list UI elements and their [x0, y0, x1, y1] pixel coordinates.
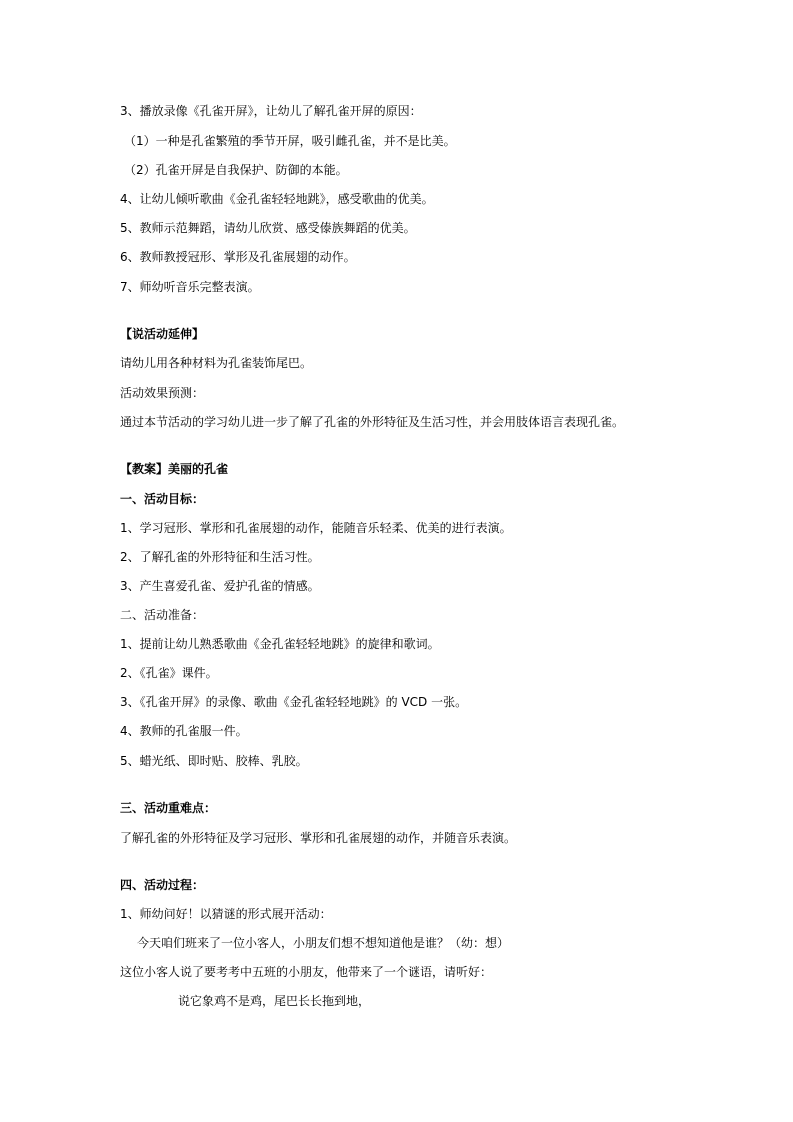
section-heading-goals: 一、活动目标：: [120, 492, 205, 506]
paragraph: 了解孔雀的外形特征及学习冠形、掌形和孔雀展翅的动作，并随音乐表演。: [120, 831, 517, 845]
list-item: 4、让幼儿倾听歌曲《金孔雀轻轻地跳》，感受歌曲的优美。: [120, 192, 434, 206]
paragraph: 通过本节活动的学习幼儿进一步了解了孔雀的外形特征及生活习性，并会用肢体语言表现孔雀。: [120, 415, 625, 429]
list-item: 6、教师教授冠形、掌形及孔雀展翅的动作。: [120, 250, 356, 264]
riddle-line: 说它象鸡不是鸡，尾巴长长拖到地，: [178, 994, 371, 1008]
list-item: 4、教师的孔雀服一件。: [120, 724, 248, 738]
list-item: 3、产生喜爱孔雀、爱护孔雀的情感。: [120, 579, 320, 593]
list-item: 1、学习冠形、掌形和孔雀展翅的动作，能随音乐轻柔、优美的进行表演。: [120, 521, 512, 535]
list-item: 1、提前让幼儿熟悉歌曲《金孔雀轻轻地跳》的旋律和歌词。: [120, 637, 440, 651]
paragraph: 今天咱们班来了一位小客人，小朋友们想不想知道他是谁？（幼：想）: [137, 936, 510, 950]
section-heading-process: 四、活动过程：: [120, 878, 205, 892]
list-item: 5、教师示范舞蹈，请幼儿欣赏、感受傣族舞蹈的优美。: [120, 221, 416, 235]
list-item: 1、师幼问好！以猜谜的形式展开活动：: [120, 907, 332, 921]
paragraph: 这位小客人说了要考考中五班的小朋友，他带来了一个谜语，请听好：: [120, 965, 493, 979]
list-item: 3、播放录像《孔雀开屏》，让幼儿了解孔雀开屏的原因：: [120, 104, 422, 118]
paragraph: 活动效果预测：: [120, 386, 205, 400]
section-heading-key-points: 三、活动重难点：: [120, 801, 217, 815]
lesson-title: 【教案】美丽的孔雀: [120, 462, 229, 476]
list-item: （1）一种是孔雀繁殖的季节开屏，吸引雌孔雀，并不是比美。: [124, 134, 456, 148]
list-item: 2、了解孔雀的外形特征和生活习性。: [120, 550, 320, 564]
list-item: 5、蜡光纸、即时贴、胶棒、乳胶。: [120, 754, 308, 768]
paragraph: 请幼儿用各种材料为孔雀装饰尾巴。: [120, 356, 313, 370]
section-heading-prep: 二、活动准备：: [120, 608, 205, 622]
list-item: 3、《孔雀开屏》的录像、歌曲《金孔雀轻轻地跳》的 VCD 一张。: [120, 695, 468, 709]
list-item: （2）孔雀开屏是自我保护、防御的本能。: [124, 163, 348, 177]
list-item: 2、《孔雀》课件。: [120, 666, 218, 680]
section-heading-extension: 【说活动延伸】: [120, 327, 205, 341]
list-item: 7、师幼听音乐完整表演。: [120, 280, 260, 294]
